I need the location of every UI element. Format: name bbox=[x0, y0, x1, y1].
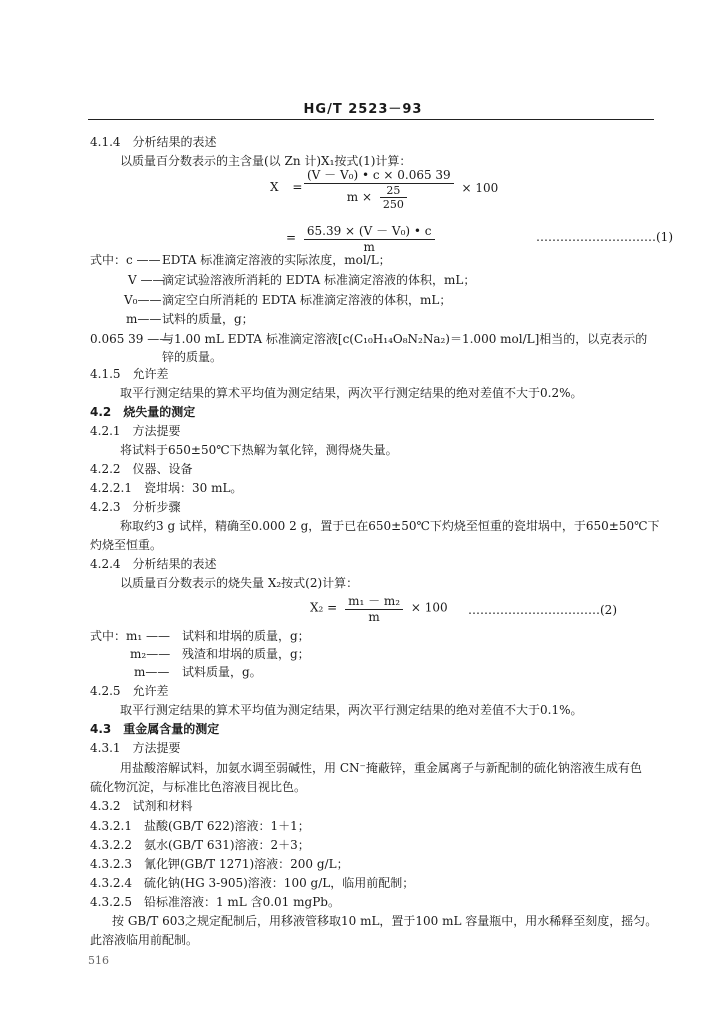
where-c-symbol: 式中：c —— bbox=[90, 253, 161, 267]
def-v0-symbol: V₀—— bbox=[124, 293, 162, 307]
reagent-4-3-2-5-text-a: 按 GB/T 603之规定配制后，用移液管移取10 mL，置于100 mL 容量瓶中，用水稀释至刻度，摇匀。 bbox=[112, 914, 658, 928]
def-v: 滴定试验溶液所消耗的 EDTA 标准滴定溶液的体积，mL； bbox=[162, 273, 476, 287]
section-4-3-title: 4.3 重金属含量的测定 bbox=[90, 722, 220, 736]
reagent-4-3-2-5-text-b: 此溶液临用前配制。 bbox=[90, 933, 199, 947]
section-4-2-title: 4.2 烧失量的测定 bbox=[90, 405, 196, 419]
equation-2 bbox=[310, 592, 448, 624]
section-4-1-4-title: 4.1.4 分析结果的表述 bbox=[90, 135, 217, 149]
section-4-2-3-text-b: 灼烧至恒重。 bbox=[90, 538, 163, 552]
section-4-2-2-1: 4.2.2.1 瓷坩埚：30 mL。 bbox=[90, 481, 243, 495]
section-4-2-4-title: 4.2.4 分析结果的表述 bbox=[90, 557, 217, 571]
def-m1: 试料和坩埚的质量，g； bbox=[182, 629, 310, 643]
section-4-2-5-text: 取平行测定结果的算术平均值为测定结果，两次平行测定结果的绝对差值不大于0.1%。 bbox=[120, 703, 583, 717]
where-m1-symbol: 式中：m₁ —— bbox=[90, 629, 171, 643]
eq1-den-frac-num: 25 bbox=[386, 184, 401, 197]
equation-1-line-b bbox=[286, 222, 439, 254]
section-4-2-3-title: 4.2.3 分析步骤 bbox=[90, 500, 181, 514]
def-m-mass: 试料质量，g。 bbox=[182, 665, 262, 679]
equation-2-number: ……………………………(2) bbox=[468, 603, 617, 617]
section-4-3-2-title: 4.3.2 试剂和材料 bbox=[90, 799, 193, 813]
equation-1-fraction bbox=[300, 166, 498, 211]
def-v-symbol: V —— bbox=[128, 273, 165, 287]
def-m: 试料的质量，g； bbox=[162, 312, 254, 326]
eq1-equals: = bbox=[292, 180, 303, 194]
def-m2: 残渣和坩埚的质量，g； bbox=[182, 647, 310, 661]
section-4-1-4-intro: 以质量百分数表示的主含量(以 Zn 计)X₁按式(1)计算： bbox=[120, 154, 412, 168]
eq1-lhs: X bbox=[270, 180, 279, 194]
page-number: 516 bbox=[88, 954, 109, 967]
reagent-4-3-2-1: 4.3.2.1 盐酸(GB/T 622)溶液：1＋1； bbox=[90, 819, 310, 833]
eq1-times-100: × 100 bbox=[461, 181, 499, 195]
section-4-2-1-title: 4.2.1 方法提要 bbox=[90, 424, 181, 438]
section-4-3-1-text-b: 硫化物沉淀，与标准比色溶液目视比色。 bbox=[90, 780, 307, 794]
header-rule bbox=[88, 119, 654, 120]
def-m2-mass-symbol: m—— bbox=[134, 665, 170, 679]
section-4-2-3-text-a: 称取约3 g 试样，精确至0.000 2 g，置于已在650±50℃下灼烧至恒重的瓷坩埚中，于650±50℃下 bbox=[120, 519, 660, 533]
eq-x2-times-100: × 100 bbox=[410, 600, 448, 615]
def-m-symbol: m—— bbox=[126, 312, 162, 326]
equation-1-number: …………………………(1) bbox=[536, 230, 673, 244]
eq-x2-numerator: m₁ － m₂ bbox=[348, 594, 401, 608]
eq1-numerator: (V － V₀) • c × 0.065 39 bbox=[307, 168, 451, 182]
eq2-numerator: 65.39 × (V － V₀) • c bbox=[306, 224, 432, 238]
section-4-1-5-text: 取平行测定结果的算术平均值为测定结果，两次平行测定结果的绝对差值不大于0.2%。 bbox=[120, 386, 583, 400]
def-k-cont: 锌的质量。 bbox=[162, 350, 223, 364]
reagent-4-3-2-3: 4.3.2.3 氰化钾(GB/T 1271)溶液：200 g/L； bbox=[90, 857, 349, 871]
eq2-equals: = bbox=[286, 230, 297, 245]
eq1-denominator bbox=[304, 183, 454, 211]
def-m2-symbol: m₂—— bbox=[130, 647, 171, 661]
def-v0: 滴定空白所消耗的 EDTA 标准滴定溶液的体积，mL； bbox=[162, 293, 452, 307]
section-4-2-2-title: 4.2.2 仪器、设备 bbox=[90, 462, 193, 476]
eq2-denominator: m bbox=[304, 239, 435, 254]
section-4-1-5-title: 4.1.5 允许差 bbox=[90, 367, 169, 381]
eq-x2-lhs: X₂ = bbox=[310, 600, 338, 615]
def-k-symbol: 0.065 39 —— bbox=[90, 332, 172, 346]
section-4-2-1-text: 将试料于650±50℃下热解为氧化锌，测得烧失量。 bbox=[120, 443, 398, 457]
eq1-den-left: m × bbox=[346, 190, 373, 204]
reagent-4-3-2-2: 4.3.2.2 氨水(GB/T 631)溶液：2＋3； bbox=[90, 838, 310, 852]
section-4-2-4-text: 以质量百分数表示的烧失量 X₂按式(2)计算： bbox=[120, 576, 359, 590]
def-c: EDTA 标准滴定溶液的实际浓度，mol/L； bbox=[162, 253, 391, 267]
eq1-den-frac-den: 250 bbox=[380, 197, 407, 211]
section-4-3-1-title: 4.3.1 方法提要 bbox=[90, 741, 181, 755]
section-4-3-1-text-a: 用盐酸溶解试料，加氨水调至弱碱性，用 CN⁻掩蔽锌，重金属离子与新配制的硫化钠溶液生成有色 bbox=[120, 761, 642, 775]
def-k: 与1.00 mL EDTA 标准滴定溶液[c(C₁₀H₁₄O₈N₂Na₂)＝1.000 mol/L]相当的，以克表示的 bbox=[162, 332, 648, 346]
standard-code-header: HG/T 2523－93 bbox=[303, 102, 423, 117]
reagent-4-3-2-5: 4.3.2.5 铅标准溶液：1 mL 含0.01 mgPb。 bbox=[90, 895, 340, 909]
equation-1-line-a bbox=[270, 180, 302, 194]
reagent-4-3-2-4: 4.3.2.4 硫化钠(HG 3-905)溶液：100 g/L，临用前配制； bbox=[90, 876, 415, 890]
eq-x2-denominator: m bbox=[345, 609, 403, 624]
section-4-2-5-title: 4.2.5 允许差 bbox=[90, 684, 169, 698]
